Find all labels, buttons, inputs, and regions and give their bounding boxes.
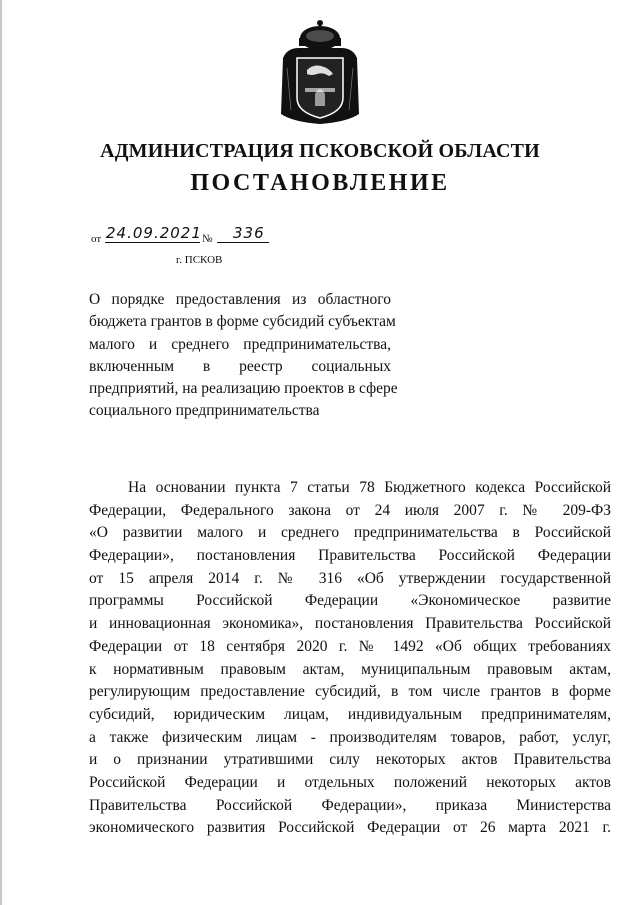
document-body xyxy=(89,477,611,840)
body-line: и инновационная экономика», постановления Правительства Российской xyxy=(89,615,611,633)
city-label: г. ПСКОВ xyxy=(176,254,223,266)
body-line: а также физическим лицам - производителям товаров, работ, услуг, xyxy=(89,728,611,746)
number-value: 336 xyxy=(233,224,265,242)
body-line: регулирующим предоставление субсидий, в том числе грантов в форме xyxy=(89,683,611,701)
body-line: Правительства Российской Федерации», приказа Министерства xyxy=(89,796,611,814)
body-line: Федерации, Федерального закона от 24 июля 2007 г. № 209-ФЗ xyxy=(89,501,611,519)
body-line: «О развитии малого и среднего предпринимательства в Российской xyxy=(89,524,611,542)
number-prefix: № xyxy=(202,233,213,245)
body-line: экономического развития Российской Федерации от 26 марта 2021 г. xyxy=(89,819,611,837)
body-line: от 15 апреля 2014 г. № 316 «Об утверждении государственной xyxy=(89,569,611,587)
date-underline xyxy=(105,242,200,243)
body-line: На основании пункта 7 статьи 78 Бюджетного кодекса Российской xyxy=(128,479,611,496)
body-line: Российской Федерации и отдельных положений некоторых актов xyxy=(89,773,611,791)
body-line: и о признании утратившими силу некоторых актов Правительства xyxy=(89,751,611,769)
date-prefix: от xyxy=(91,233,102,245)
body-line: субсидий, юридическим лицам, индивидуальным предпринимателям, xyxy=(89,705,611,723)
subject-line: бюджета грантов в форме субсидий субъектам xyxy=(89,313,396,331)
document-type-title: ПОСТАНОВЛЕНИЕ xyxy=(190,170,450,196)
subject-line: О порядке предоставления из областного xyxy=(89,291,391,308)
subject-line: малого и среднего предпринимательства, xyxy=(89,335,391,353)
organization-title: АДМИНИСТРАЦИЯ ПСКОВСКОЙ ОБЛАСТИ xyxy=(100,140,540,162)
body-line: к нормативным правовым актам, муниципальным правовым актам, xyxy=(89,660,611,678)
number-underline xyxy=(217,242,269,243)
body-line: Федерации», постановления Правительства Российской Федерации xyxy=(89,547,611,565)
coat-of-arms-icon xyxy=(277,18,363,126)
subject-line: предприятий, на реализацию проектов в сфере xyxy=(89,380,398,398)
document-subject xyxy=(89,289,398,423)
body-line: Федерации от 18 сентября 2020 г. № 1492 «Об общих требованиях xyxy=(89,637,611,655)
date-value: 24.09.2021 xyxy=(106,224,202,242)
subject-line: включенным в реестр социальных xyxy=(89,357,391,375)
page-edge xyxy=(0,0,2,905)
body-line: программы Российской Федерации «Экономическое развитие xyxy=(89,592,611,610)
subject-line: социального предпринимательства xyxy=(89,402,320,420)
